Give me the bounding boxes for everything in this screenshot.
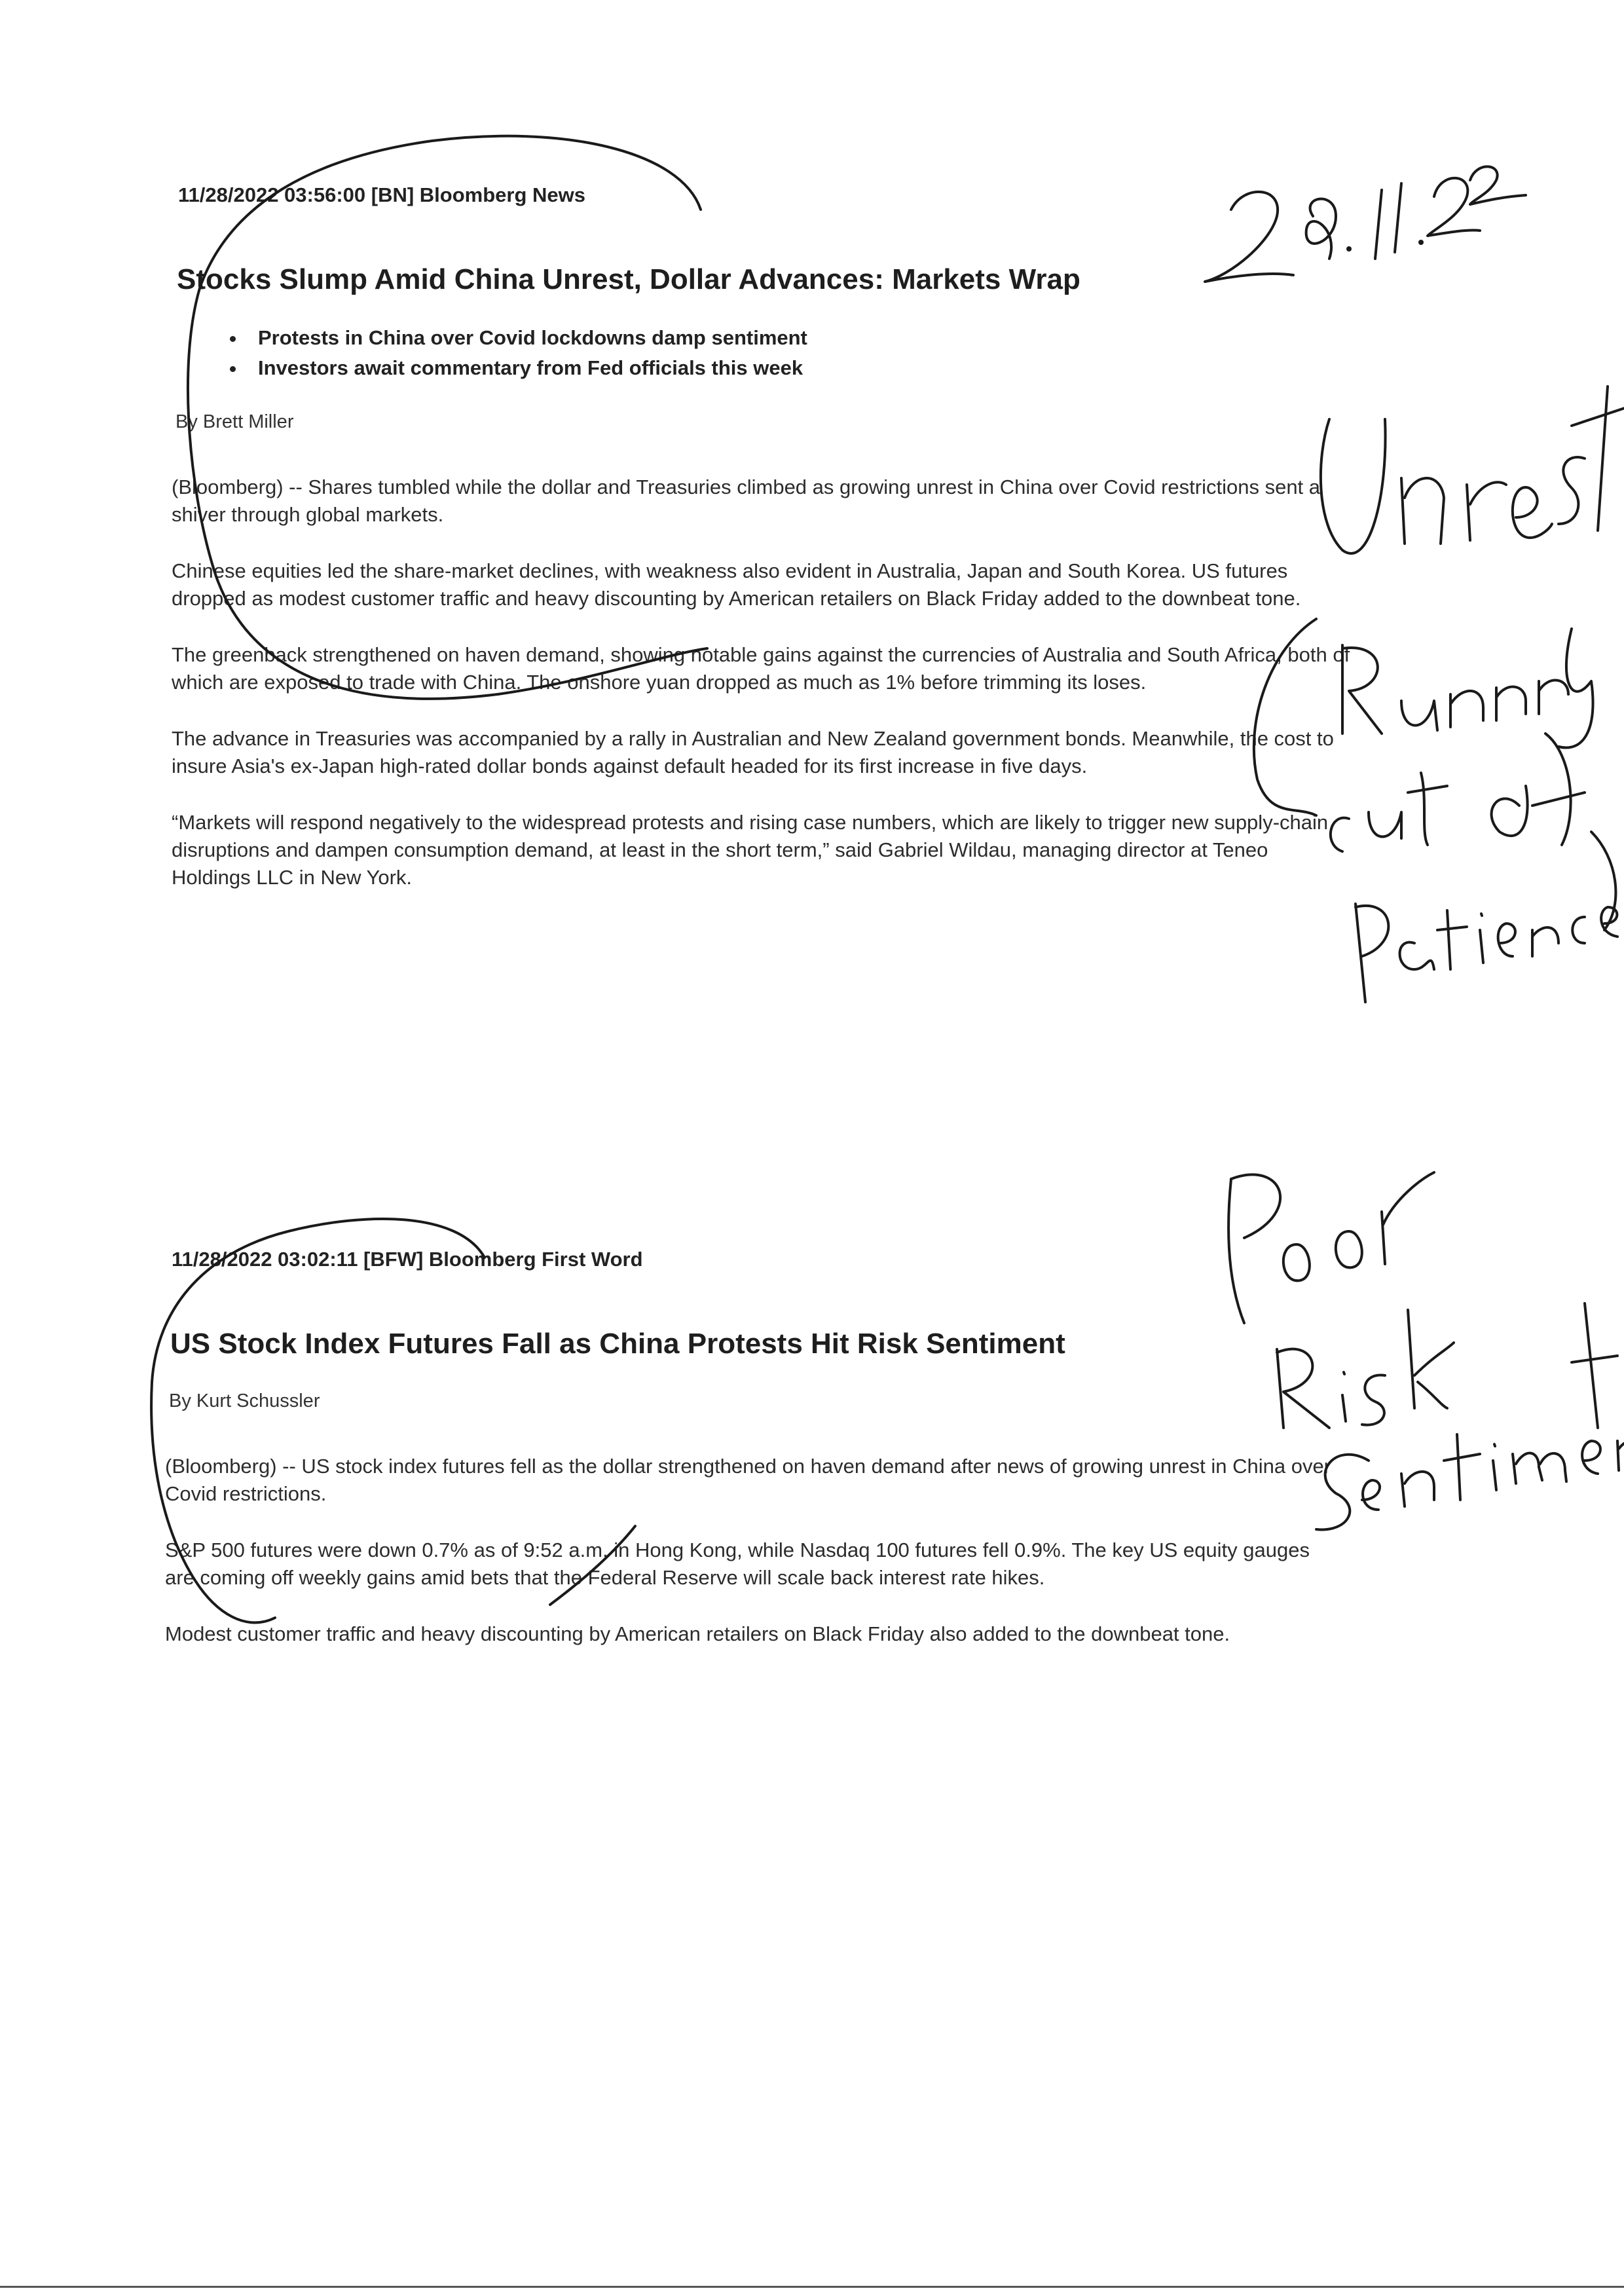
summary-bullets bbox=[164, 326, 1329, 380]
article-meta: 11/28/2022 03:56:00 [BN] Bloomberg News bbox=[178, 183, 585, 206]
handwritten-unrest bbox=[1321, 386, 1624, 553]
article-meta: 11/28/2022 03:02:11 [BFW] Bloomberg First Word bbox=[172, 1248, 643, 1271]
article-markets-wrap bbox=[164, 183, 1350, 920]
article-paragraph: Chinese equities led the share-market declines, with weakness also evident in Australia, Japan and South Korea. US futures dropped as modest customer traffic and heavy discounting by American retailers on Black Friday added to the downbeat tone. bbox=[172, 559, 1301, 610]
article-futures-fall bbox=[157, 1248, 1331, 1677]
article-paragraph: The advance in Treasuries was accompanied by a rally in Australian and New Zealand government bonds. Meanwhile, the cost to insure Asia's ex-Japan high-rated dollar bonds against default headed for its first increase in five days. bbox=[172, 727, 1334, 777]
article-byline: By Brett Miller bbox=[175, 411, 294, 432]
summary-bullet: • Investors await commentary from Fed officials this week bbox=[246, 356, 1329, 380]
article-paragraph: S&P 500 futures were down 0.7% as of 9:52 a.m. in Hong Kong, while Nasdaq 100 futures fell 0.9%. The key US equity gauges are coming off weekly gains amid bets that the Federal Reserve will scale back interest rate hikes. bbox=[165, 1539, 1310, 1589]
article-byline: By Kurt Schussler bbox=[169, 1390, 320, 1411]
article-paragraph: Modest customer traffic and heavy discounting by American retailers on Black Friday also added to the downbeat tone. bbox=[165, 1622, 1230, 1645]
article-headline: Stocks Slump Amid China Unrest, Dollar Advances: Markets Wrap bbox=[177, 263, 1080, 295]
article-paragraph: “Markets will respond negatively to the widespread protests and rising case numbers, which are likely to trigger new supply-chain disruptions and dampen consumption demand, at least in the short term,” said Gabriel Wildau, managing director at Teneo Holdings LLC in New York. bbox=[172, 811, 1329, 889]
page-bottom-rule bbox=[0, 2286, 1624, 2288]
summary-bullet: • Protests in China over Covid lockdowns damp sentiment bbox=[246, 326, 1329, 350]
article-paragraph: (Bloomberg) -- Shares tumbled while the dollar and Treasuries climbed as growing unrest in China over Covid restrictions sent a shiver through global markets. bbox=[172, 476, 1321, 526]
article-paragraph: (Bloomberg) -- US stock index futures fell as the dollar strengthened on haven demand after news of growing unrest in China over Covid restrictions. bbox=[165, 1455, 1331, 1505]
article-headline: US Stock Index Futures Fall as China Protests Hit Risk Sentiment bbox=[170, 1328, 1065, 1360]
article-paragraph: The greenback strengthened on haven demand, showing notable gains against the currencies of Australia and South Africa, both of which are exposed to trade with China. The onshore yuan dropped as much as 1% before trimming its loses. bbox=[172, 643, 1350, 694]
